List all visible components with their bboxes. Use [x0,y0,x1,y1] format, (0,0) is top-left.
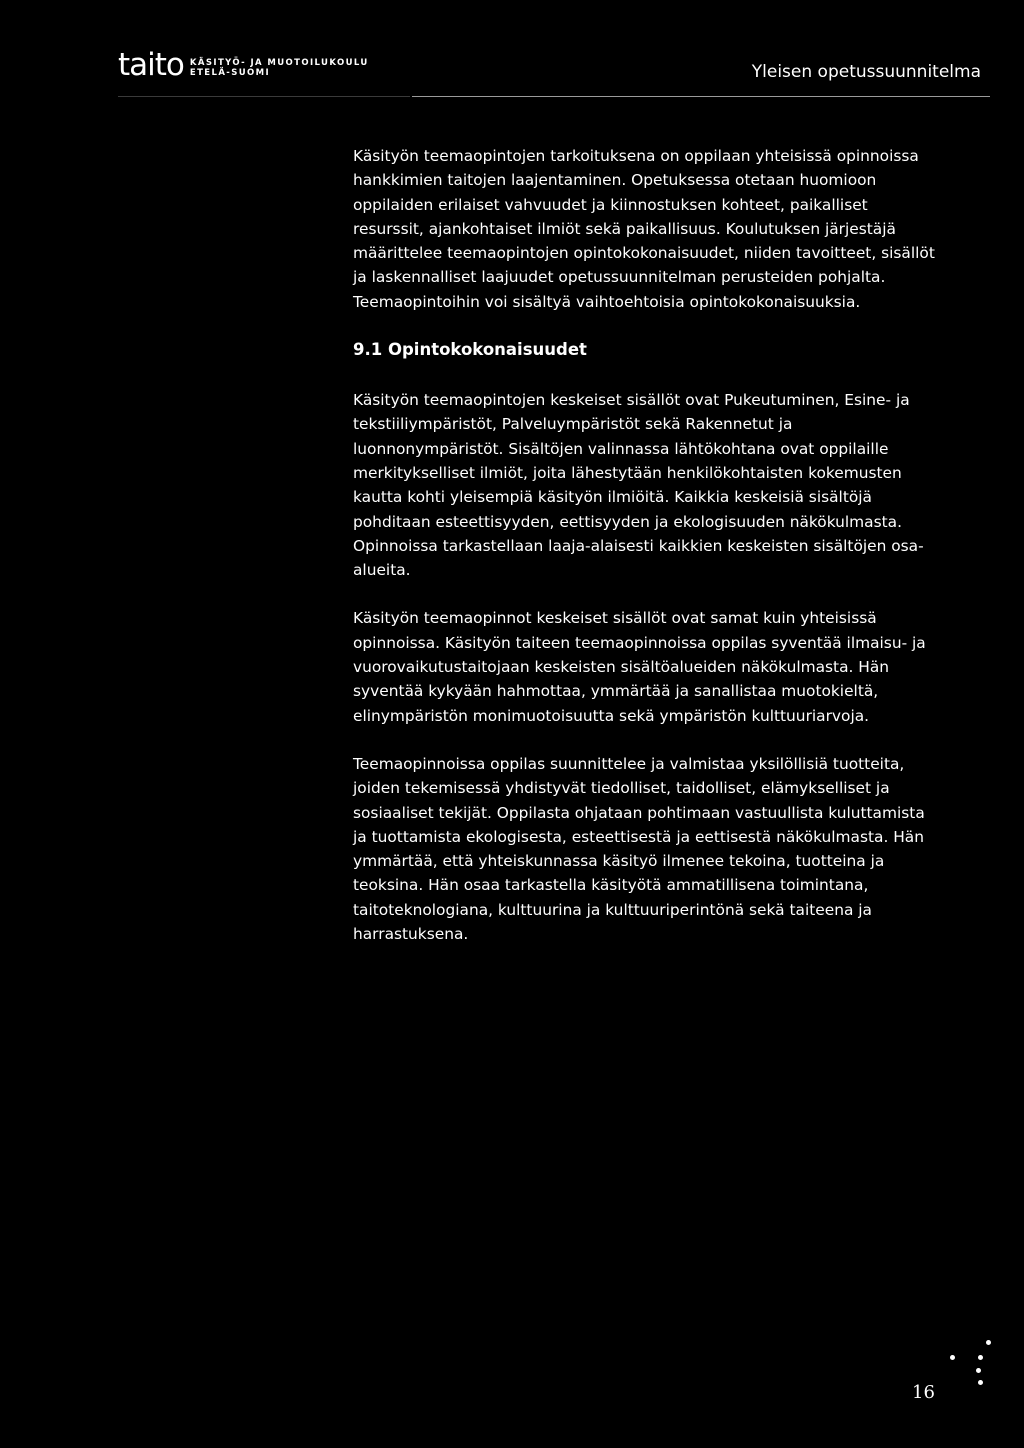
paragraph-art-studies: Käsityön teemaopinnot keskeiset sisällöt ovat samat kuin yhteisissä opinnoissa. Käsityön taiteen teemaopinnoissa oppilas syventää ilmaisu- ja vuorovaikutustaitojaan keskeisten sisältöalueiden näkökulmasta. Hän syventää kykyään hahmottaa, ymmärtää ja sanallistaa muotokieltä, elinympäristön monimuotoisuutta sekä ympäristön kulttuuriarvoja. [353,609,926,725]
page-header [0,0,1024,100]
main-content [353,144,943,970]
logo-line-region: ETELÄ-SUOMI [189,68,271,78]
dot-2 [950,1355,955,1360]
paragraph-intro: Käsityön teemaopintojen tarkoituksena on oppilaan yhteisissä opinnoissa hankkimien taitojen laajentaminen. Opetuksessa otetaan huomioon oppilaiden erilaiset vahvuudet ja kiinnostuksen kohteet, paikalliset resurssit, ajankohtaiset ilmiöt sekä paikallisuus. Koulutuksen järjestäjä määrittelee teemaopintojen opintokokonaisuudet, niiden tavoitteet, sisällöt ja laskennalliset laajuudet opetussuunnitelman perusteiden pohjalta. Teemaopintoihin voi sisältyä vaihtoehtoisia opintokokonaisuuksia. [353,147,935,311]
dot-1 [986,1340,991,1345]
logo-subtitle [190,58,369,78]
logo-line-school: KÄSITYÖ- JA MUOTOILUKOULU [189,58,369,68]
document-title: Yleisen opetussuunnitelma [751,62,981,82]
page-number: 16 [912,1382,935,1403]
logo-wordmark: taito [118,47,184,83]
dot-3 [978,1355,983,1360]
dots-cluster-icon [940,1340,1000,1390]
header-divider-left [118,96,410,97]
paragraph-theme-studies: Teemaopinnoissa oppilas suunnittelee ja valmistaa yksilöllisiä tuotteita, joiden tekemisessä yhdistyvät tiedolliset, taidolliset, elämykselliset ja sosiaaliset tekijät. Oppilasta ohjataan pohtimaan vastuullista kuluttamista ja tuottamista ekologisesta, esteettisestä ja eettisestä näkökulmasta. Hän ymmärtää, että yhteiskunnassa käsityö ilmenee tekoina, tuotteina ja teoksina. Hän osaa tarkastella käsityötä ammatillisena toimintana, taitoteknologiana, kulttuurina ja kulttuuriperintönä sekä taiteena ja harrastuksena. [353,754,925,944]
header-divider [412,96,990,97]
taito-logo [118,47,369,86]
dot-5 [978,1380,983,1385]
section-heading: 9.1 Opintokokonaisuudet [353,340,587,360]
paragraph-contents: Käsityön teemaopintojen keskeiset sisällöt ovat Pukeutuminen, Esine- ja tekstiiliympäristöt, Palveluympäristöt sekä Rakennetut ja luonnonympäristöt. Sisältöjen valinnassa lähtökohtana ovat oppilaille merkitykselliset ilmiöt, joita lähestytään henkilökohtaisten kokemusten kautta kohti yleisempiä käsityön ilmiöitä. Kaikkia keskeisiä sisältöjä pohditaan esteettisyyden, eettisyyden ja ekologisuuden näkökulmasta. Opinnoissa tarkastellaan laaja-alaisesti kaikkien keskeisten sisältöjen osa-alueita. [353,391,924,580]
dot-4 [976,1368,981,1373]
